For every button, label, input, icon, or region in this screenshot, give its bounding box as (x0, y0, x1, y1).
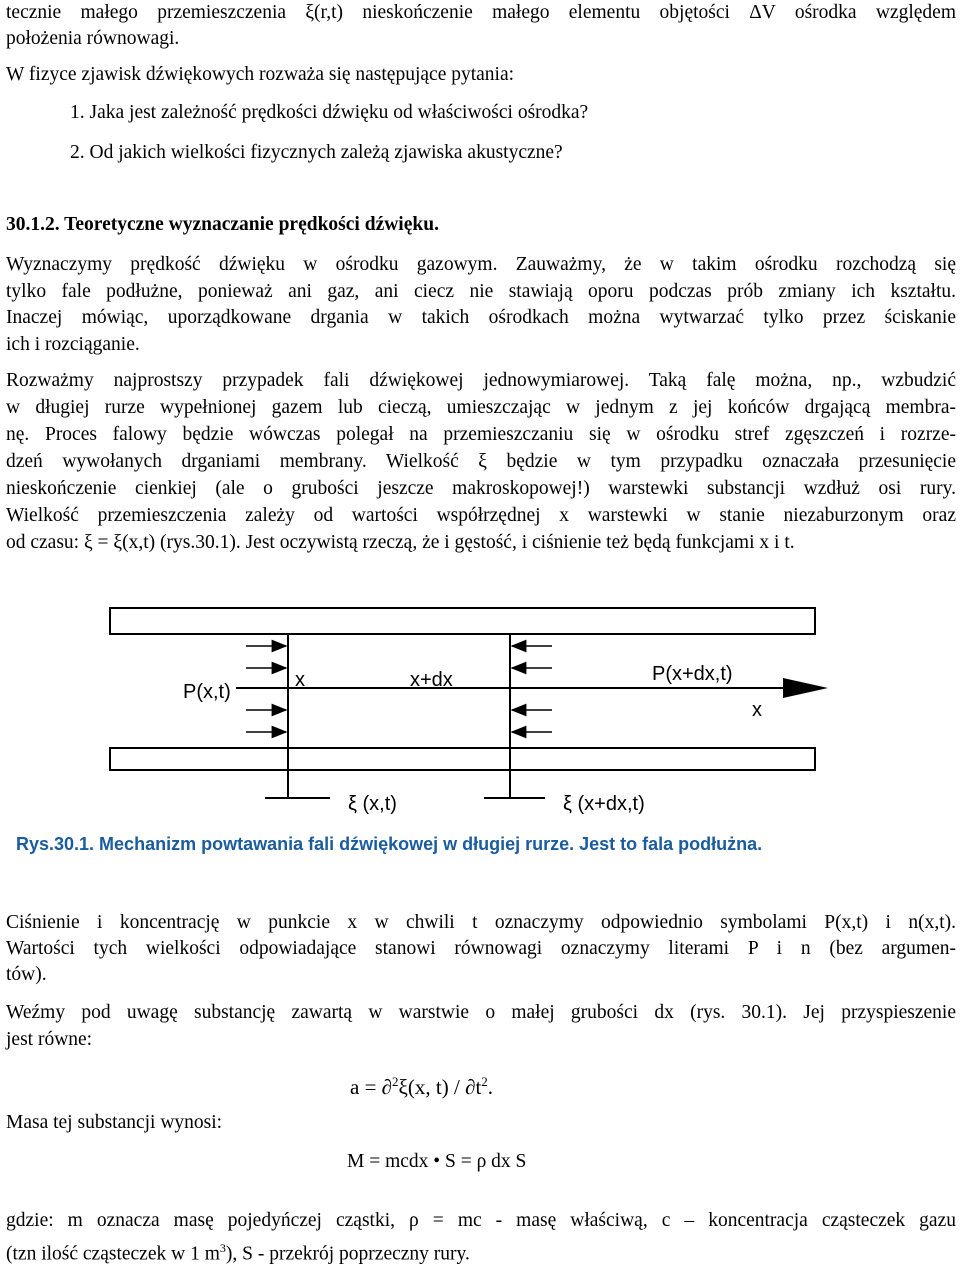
text-line: dzeń wywołanych drganiami membrany. Wielkość ξ będzie w tym przypadku oznaczała przesunięcie (6, 451, 956, 472)
label-p-right: P(x+dx,t) (652, 663, 733, 685)
text-part: (tzn ilość cząsteczek w 1 m (6, 1243, 220, 1265)
text-line: nę. Proces falowy będzie wówczas polegał na przemieszczaniu się w ośrodku stref zgęszczeń i rozrze- (6, 424, 956, 445)
label-axis-x: x (752, 699, 762, 721)
figure-caption: Rys.30.1. Mechanizm powtawania fali dźwiękowej w długiej rurze. Jest to fala podłużna. (16, 834, 763, 854)
section-heading: 30.1.2. Teoretyczne wyznaczanie prędkości dźwięku. (6, 214, 439, 235)
text-line: Wielkość przemieszczenia zależy od wartości współrzędnej x warstewki w stanie niezaburzonym oraz (6, 505, 956, 526)
label-x-dx: x+dx (410, 669, 453, 691)
text-line: Wartości tych wielkości odpowiadające stanowi równowagi oznaczymy literami P i n (bez argumen- (6, 938, 956, 959)
text-line: od czasu: ξ = ξ(x,t) (rys.30.1). Jest oczywistą rzeczą, że i gęstość, i ciśnienie też będą funkcjami x i t. (6, 532, 795, 553)
text-line: nieskończenie cienkiej (ale o grubości jeszcze makroskopowej!) warstewki substancji wzdłuż osi rury. (6, 478, 956, 499)
mass-formula: M = mcdx • S = ρ dx S (347, 1151, 527, 1172)
tube-diagram (0, 600, 960, 840)
text-line: Weźmy pod uwagę substancję zawartą w warstwie o małej grubości dx (rys. 30.1). Jej przyspieszenie (6, 1002, 956, 1023)
list-item: 1. Jaka jest zależność prędkości dźwięku od właściwości ośrodka? (70, 102, 589, 123)
superscript: 3 (219, 1241, 226, 1255)
text-line: tów). (6, 964, 47, 985)
text-line: Rozważmy najprostszy przypadek fali dźwiękowej jednowymiarowej. Taką falę można, np., wzbudzić (6, 370, 956, 391)
label-x-left: x (295, 669, 305, 691)
x-axis-arrowhead (783, 678, 828, 698)
text-line: jest równe: (6, 1029, 93, 1050)
text-part: ), S - przekrój poprzeczny rury. (225, 1243, 470, 1265)
text-line: W fizyce zjawisk dźwiękowych rozważa się następujące pytania: (6, 64, 515, 85)
text-line (6, 1235, 470, 1268)
text-line: ich i rozciąganie. (6, 334, 140, 355)
formula-sup: 2 (481, 1074, 488, 1089)
label-xi-left: ξ (x,t) (348, 793, 397, 815)
text-line: tylko fale podłużne, ponieważ ani gaz, ani ciecz nie stawiają oporu podczas prób zmiany ich kształtu. (6, 281, 956, 302)
text-line: w długiej rurze wypełnionej gazem lub cieczą, umieszczając w jednym z jej końców drgającą membra- (6, 397, 956, 418)
formula-part: . (487, 1075, 494, 1099)
text-line: gdzie: m oznacza masę pojedyńczej cząstki, ρ = mc - masę właściwą, c – koncentracja cząsteczek gazu (6, 1210, 956, 1231)
formula-part: ξ(x, t) / ∂t (398, 1075, 482, 1099)
text-line: Masa tej substancji wynosi: (6, 1112, 223, 1133)
text-line: Wyznaczymy prędkość dźwięku w ośrodku gazowym. Zauważmy, że w takim ośrodku rozchodzą się (6, 254, 956, 275)
tube-top-wall (110, 608, 815, 634)
label-p-left: P(x,t) (183, 681, 231, 703)
text-line: Inaczej mówiąc, uporządkowane drgania w takich ośrodkach można wytwarzać tylko przez ściskanie (6, 307, 956, 328)
formula-part: a = ∂ (350, 1075, 393, 1099)
label-xi-right: ξ (x+dx,t) (563, 793, 645, 815)
acceleration-formula (350, 1069, 493, 1100)
formula-sup: 2 (392, 1074, 399, 1089)
list-item: 2. Od jakich wielkości fizycznych zależą zjawiska akustyczne? (70, 142, 563, 163)
text-line: położenia równowagi. (6, 28, 180, 49)
text-line: tecznie małego przemieszczenia ξ(r,t) nieskończenie małego elementu objętości ΔV ośrodka względem (6, 2, 956, 23)
text-line: Ciśnienie i koncentrację w punkcie x w chwili t oznaczymy odpowiednio symbolami P(x,t) i n(x,t). (6, 912, 956, 933)
tube-bottom-wall (110, 748, 815, 770)
